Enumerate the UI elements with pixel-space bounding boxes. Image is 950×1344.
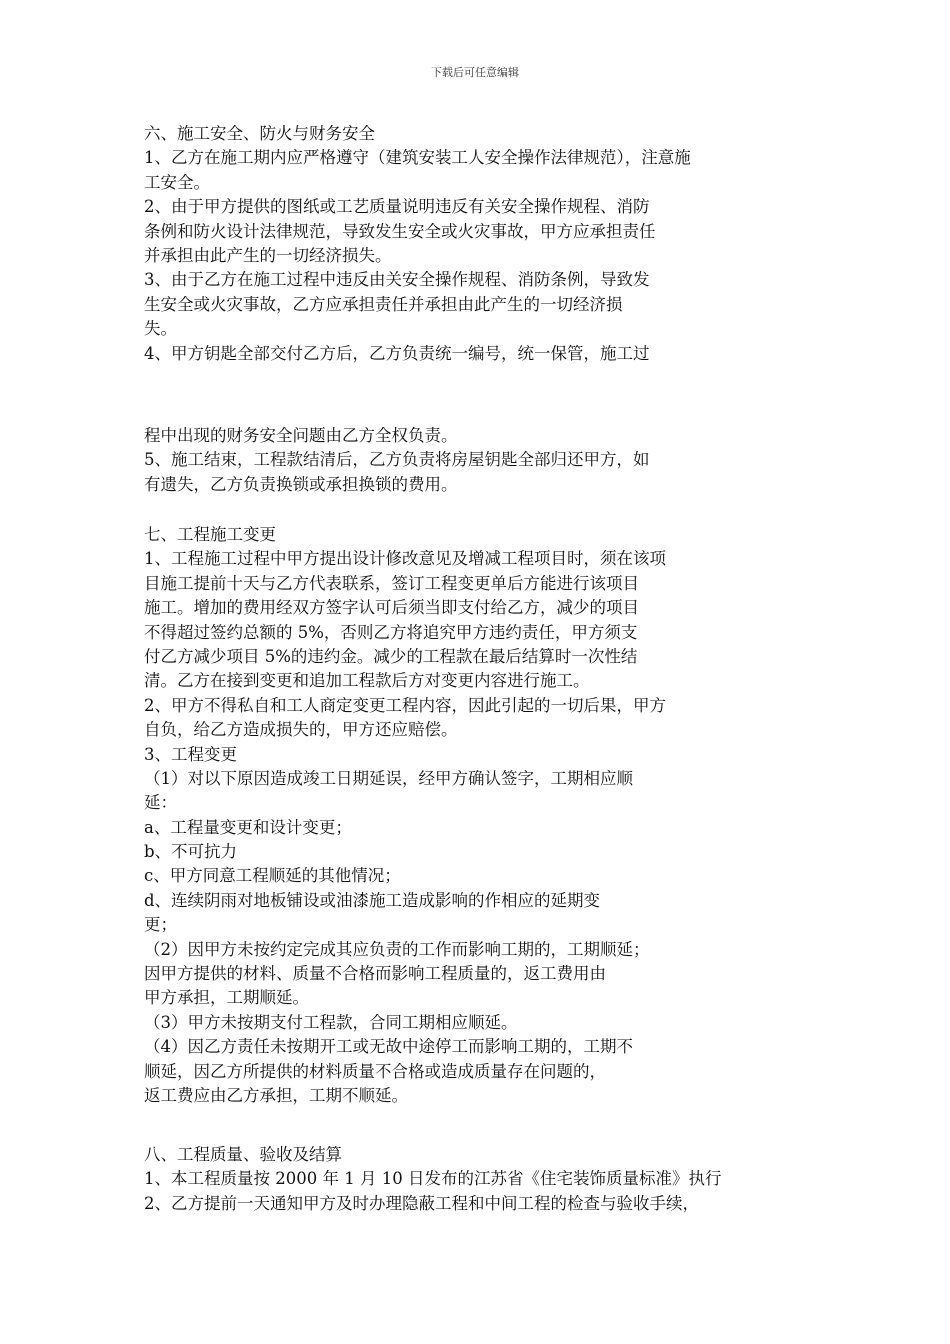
- text-line: 更；: [144, 915, 177, 935]
- section-six-part-2: [144, 424, 804, 497]
- text-line: 条例和防火设计法律规范，导致发生安全或火灾事故，甲方应承担责任: [144, 221, 656, 241]
- text-line: （4）因乙方责任未按期开工或无故中途停工而影响工期的，工期不: [144, 1037, 633, 1057]
- text-line: 施工。增加的费用经双方签字认可后须当即支付给乙方，减少的项目: [144, 598, 639, 618]
- section-heading: 六、施工安全、防火与财务安全: [144, 124, 375, 143]
- section-six-part-1: [144, 122, 804, 366]
- text-line: 2、甲方不得私自和工人商定变更工程内容，因此引起的一切后果，甲方: [144, 695, 666, 715]
- text-line: 并承担由此产生的一切经济损失。: [144, 245, 392, 265]
- text-line: 自负，给乙方造成损失的，甲方还应赔偿。: [144, 720, 458, 740]
- text-line: 顺延，因乙方所提供的材料质量不合格或造成质量存在问题的，: [144, 1061, 606, 1081]
- text-line: 4、甲方钥匙全部交付乙方后，乙方负责统一编号，统一保管，施工过: [144, 343, 650, 363]
- text-line: （1）对以下原因造成竣工日期延误，经甲方确认签字，工期相应顺: [144, 768, 633, 788]
- text-line: 5、施工结束，工程款结清后，乙方负责将房屋钥匙全部归还甲方，如: [144, 450, 650, 470]
- text-line: 2、由于甲方提供的图纸或工艺质量说明违反有关安全操作规程、消防: [144, 197, 650, 217]
- text-line: 工安全。: [144, 172, 210, 192]
- section-heading: 八、工程质量、验收及结算: [144, 1145, 342, 1164]
- text-line: 3、工程变更: [144, 744, 237, 764]
- text-line: 2、乙方提前一天通知甲方及时办理隐蔽工程和中间工程的检查与验收手续，: [144, 1193, 699, 1213]
- text-line: 1、本工程质量按 2000 年 1 月 10 日发布的江苏省《住宅装饰质量标准》执行: [144, 1169, 722, 1189]
- text-line: 因甲方提供的材料、质量不合格而影响工程质量的，返工费用由: [144, 964, 606, 984]
- text-line: （3）甲方未按期支付工程款，合同工期相应顺延。: [144, 1012, 518, 1032]
- page-header-note: 下载后可任意编辑: [431, 66, 519, 79]
- text-line: 甲方承担，工期顺延。: [144, 988, 309, 1008]
- text-line: c、甲方同意工程顺延的其他情况；: [144, 866, 401, 886]
- text-line: 不得超过签约总额的 5%，否则乙方将追究甲方违约责任，甲方须支: [144, 622, 638, 642]
- text-line: 返工费应由乙方承担，工期不顺延。: [144, 1085, 408, 1105]
- section-heading: 七、工程施工变更: [144, 525, 276, 544]
- text-line: 目施工提前十天与乙方代表联系，签订工程变更单后方能进行该项目: [144, 573, 639, 593]
- text-line: a、工程量变更和设计变更；: [144, 817, 352, 837]
- text-line: 1、乙方在施工期内应严格遵守（建筑安装工人安全操作法律规范），注意施: [144, 148, 691, 168]
- text-line: d、连续阴雨对地板铺设或油漆施工造成影响的作相应的延期变: [144, 890, 601, 910]
- text-line: 有遗失，乙方负责换锁或承担换锁的费用。: [144, 474, 458, 494]
- text-line: 延：: [144, 793, 177, 813]
- text-line: 1、工程施工过程中甲方提出设计修改意见及增减工程项目时，须在该项: [144, 549, 666, 569]
- text-line: b、不可抗力: [144, 842, 238, 862]
- text-line: 生安全或火灾事故，乙方应承担责任并承担由此产生的一切经济损: [144, 294, 623, 314]
- text-line: 清。乙方在接到变更和追加工程款后方对变更内容进行施工。: [144, 671, 590, 691]
- text-line: 失。: [144, 319, 177, 339]
- text-line: 3、由于乙方在施工过程中违反由关安全操作规程、消防条例，导致发: [144, 270, 650, 290]
- section-eight: [144, 1143, 804, 1216]
- text-line: 付乙方减少项目 5%的违约金。减少的工程款在最后结算时一次性结: [144, 646, 638, 666]
- text-line: （2）因甲方未按约定完成其应负责的工作而影响工期的，工期顺延；: [144, 939, 650, 959]
- text-line: 程中出现的财务安全问题由乙方全权负责。: [144, 426, 458, 445]
- section-seven: [144, 523, 804, 1108]
